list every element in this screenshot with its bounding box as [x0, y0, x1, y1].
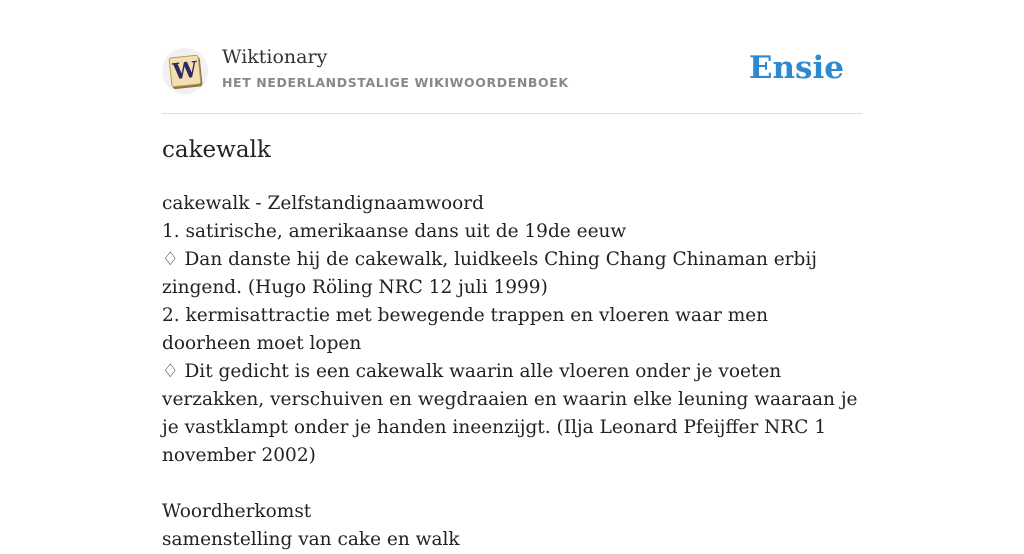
etymology-heading: Woordherkomst — [162, 501, 312, 522]
site-subtitle: HET NEDERLANDSTALIGE WIKIWOORDENBOEK — [222, 75, 569, 90]
wiktionary-tile-icon — [169, 55, 202, 88]
header-divider — [162, 113, 862, 114]
wiktionary-logo[interactable] — [162, 48, 208, 94]
site-title[interactable]: Wiktionary — [222, 46, 328, 68]
example-line: ♢ Dan danste hij de cakewalk, luidkeels Ching Chang Chinaman erbij zingend. (Hugo Röling NRC 12 juli 1999) — [162, 249, 818, 298]
spacer — [162, 470, 862, 498]
ensie-brand-link[interactable]: Ensie — [748, 50, 844, 86]
definition-line: 1. satirische, amerikaanse dans uit de 19de eeuw — [162, 221, 627, 242]
entry-heading: cakewalk - Zelfstandignaamwoord — [162, 193, 484, 214]
example-line: ♢ Dit gedicht is een cakewalk waarin alle vloeren onder je voeten verzakken, verschuiven en wegdraaien en waarin elke leuning waaraan je je vastklampt onder je handen ineenzijgt. (Ilja Leonard Pfeijffer NRC 1 november 2002) — [162, 361, 858, 466]
definition-line: 2. kermisattractie met bewegende trappen en vloeren waar men doorheen moet lopen — [162, 305, 769, 354]
site-header — [162, 44, 862, 114]
page-title: cakewalk — [162, 137, 271, 163]
etymology-text: samenstelling van cake en walk — [162, 529, 460, 550]
logo-letter: W — [171, 56, 199, 86]
entry-content — [162, 190, 862, 554]
